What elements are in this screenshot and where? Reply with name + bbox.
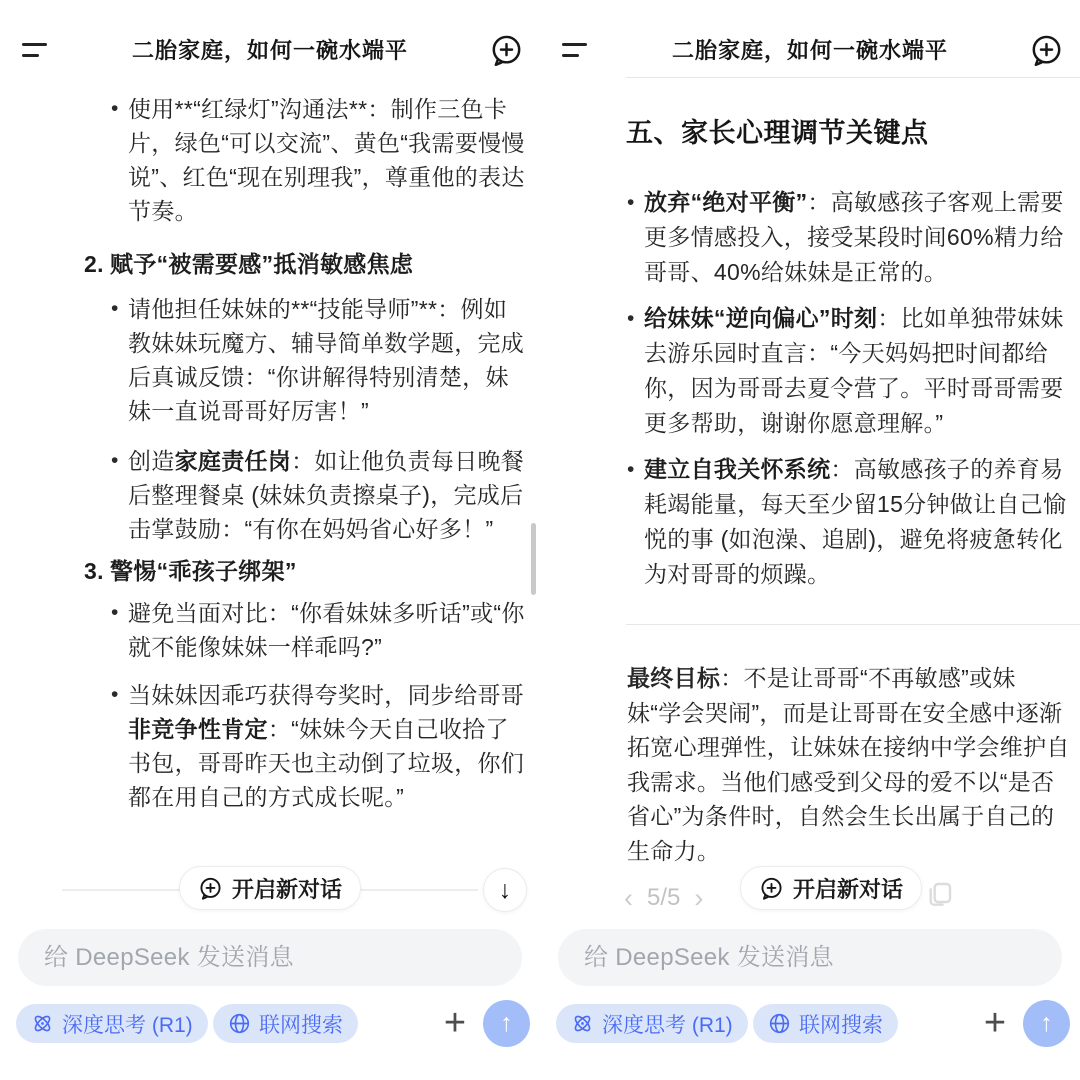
response-pager [624, 884, 703, 912]
assistant-message [540, 77, 1080, 868]
bullet-dot: • [627, 191, 635, 214]
web-search-toggle[interactable] [753, 1004, 898, 1043]
menu-icon[interactable] [562, 43, 588, 59]
deepthink-label: 深度思考 (R1) [62, 1013, 193, 1037]
bullet-dot: • [111, 601, 119, 624]
deepthink-label: 深度思考 (R1) [602, 1013, 733, 1037]
list-item [0, 678, 540, 814]
list-item-text: 放弃“绝对平衡”：高敏感孩子客观上需要更多情感投入，接受某段时间60%精力给哥哥、40%给妹妹是正常的。 [644, 189, 1064, 285]
new-conversation-label: 开启新对话 [793, 876, 904, 902]
chat-title: 二胎家庭，如何一碗水端平 [671, 38, 948, 63]
web-search-toggle[interactable] [213, 1004, 358, 1043]
summary-paragraph: 最终目标：不是让哥哥“不再敏感”或妹妹“学会哭闹”，而是让哥哥在安全感中逐渐拓宽心理弹性，让妹妹在接纳中学会维护自我需求。当他们感受到父母的爱不以“是否省心”为条件时，自然会生长出属于自己的生命力。 [627, 665, 1070, 864]
deepthink-toggle[interactable] [556, 1004, 748, 1043]
atom-icon [571, 1012, 594, 1035]
list-item-text: 警惕“乖孩子绑架” [110, 558, 297, 584]
bullet-dot: • [111, 297, 119, 320]
new-chat-icon[interactable] [489, 33, 524, 68]
plus-icon: + [443, 1001, 467, 1044]
new-chat-icon[interactable] [1029, 33, 1064, 68]
header [0, 30, 540, 72]
list-item-text: 赋予“被需要感”抵消敏感焦虑 [110, 251, 414, 277]
bullet-dot: • [111, 683, 119, 706]
bullet-dot: • [627, 458, 635, 481]
list-item-text: 避免当面对比：“你看妹妹多听话”或“你就不能像妹妹一样乖吗?” [128, 600, 525, 660]
section-heading: 五、家长心理调节关键点 [626, 118, 929, 148]
scroll-to-bottom-button[interactable] [483, 868, 527, 912]
send-button[interactable] [483, 1000, 530, 1047]
plus-icon: + [983, 1001, 1007, 1044]
divider [626, 77, 1080, 78]
list-item-text: 使用**“红绿灯”沟通法**：制作三色卡片，绿色“可以交流”、黄色“我需要慢慢说”、红色“现在别理我”，尊重他的表达节奏。 [128, 96, 525, 224]
chat-plus-icon [198, 876, 223, 901]
numbered-item [0, 247, 540, 281]
web-search-label: 联网搜索 [259, 1013, 343, 1037]
list-item [0, 596, 540, 664]
new-conversation-label: 开启新对话 [231, 876, 343, 902]
list-item [540, 452, 1080, 592]
numbered-item [0, 554, 540, 588]
list-item [0, 444, 540, 546]
pager-label: 5/5 [647, 884, 681, 911]
message-input[interactable] [18, 929, 522, 986]
list-item-text: 建立自我关怀系统：高敏感孩子的养育易耗竭能量，每天至少留15分钟做让自己愉悦的事 (如泡澡、追剧)，避免将疲惫转化为对哥哥的烦躁。 [644, 456, 1067, 587]
list-number: 2. [84, 251, 104, 277]
composer [18, 929, 522, 986]
attach-plus-button[interactable] [973, 1001, 1017, 1045]
up-arrow-icon: ↑ [500, 1009, 513, 1037]
list-number: 3. [84, 558, 104, 584]
send-button[interactable] [1023, 1000, 1070, 1047]
bullet-dot: • [111, 97, 119, 120]
assistant-message [0, 88, 540, 814]
globe-icon [768, 1012, 791, 1035]
bullet-dot: • [627, 307, 635, 330]
pager-next-icon[interactable]: › [694, 883, 704, 913]
list-item-text: 创造家庭责任岗：如让他负责每日晚餐后整理餐桌 (妹妹负责擦桌子)，完成后击掌鼓励：“有你在妈妈省心好多！” [128, 448, 525, 542]
new-conversation-button[interactable] [740, 866, 922, 910]
list-item [540, 185, 1080, 290]
list-item [0, 292, 540, 428]
atom-icon [31, 1012, 54, 1035]
message-input[interactable] [558, 929, 1062, 986]
header [540, 30, 1080, 72]
list-item-text: 当妹妹因乖巧获得夸奖时，同步给哥哥非竞争性肯定：“妹妹今天自己收拾了书包，哥哥昨天也主动倒了垃圾，你们都在用自己的方式成长呢。” [128, 682, 525, 810]
copy-icon[interactable] [924, 878, 956, 910]
chat-plus-icon [759, 876, 784, 901]
web-search-label: 联网搜索 [799, 1013, 883, 1037]
down-arrow-icon: ↓ [498, 875, 512, 904]
pager-prev-icon[interactable]: ‹ [624, 883, 633, 913]
list-item-text: 请他担任妹妹的**“技能导师”**：例如教妹妹玩魔方、辅导简单数学题，完成后真诚反馈：“你讲解得特别清楚，妹妹一直说哥哥好厉害！” [128, 296, 525, 424]
divider [626, 624, 1080, 625]
deepthink-toggle[interactable] [16, 1004, 208, 1043]
scrollbar-thumb[interactable] [531, 523, 536, 595]
new-conversation-button[interactable] [179, 866, 361, 910]
up-arrow-icon: ↑ [1040, 1009, 1053, 1037]
chat-title: 二胎家庭，如何一碗水端平 [131, 38, 408, 63]
attach-plus-button[interactable] [433, 1001, 477, 1045]
menu-icon[interactable] [22, 43, 48, 59]
list-item [0, 92, 540, 228]
list-item [540, 301, 1080, 441]
globe-icon [228, 1012, 251, 1035]
screen-right [540, 0, 1080, 1080]
list-item-text: 给妹妹“逆向偏心”时刻：比如单独带妹妹去游乐园时直言：“今天妈妈把时间都给你，因为哥哥去夏令营了。平时哥哥需要更多帮助，谢谢你愿意理解。” [644, 305, 1064, 436]
composer [558, 929, 1062, 986]
bullet-dot: • [111, 449, 119, 472]
